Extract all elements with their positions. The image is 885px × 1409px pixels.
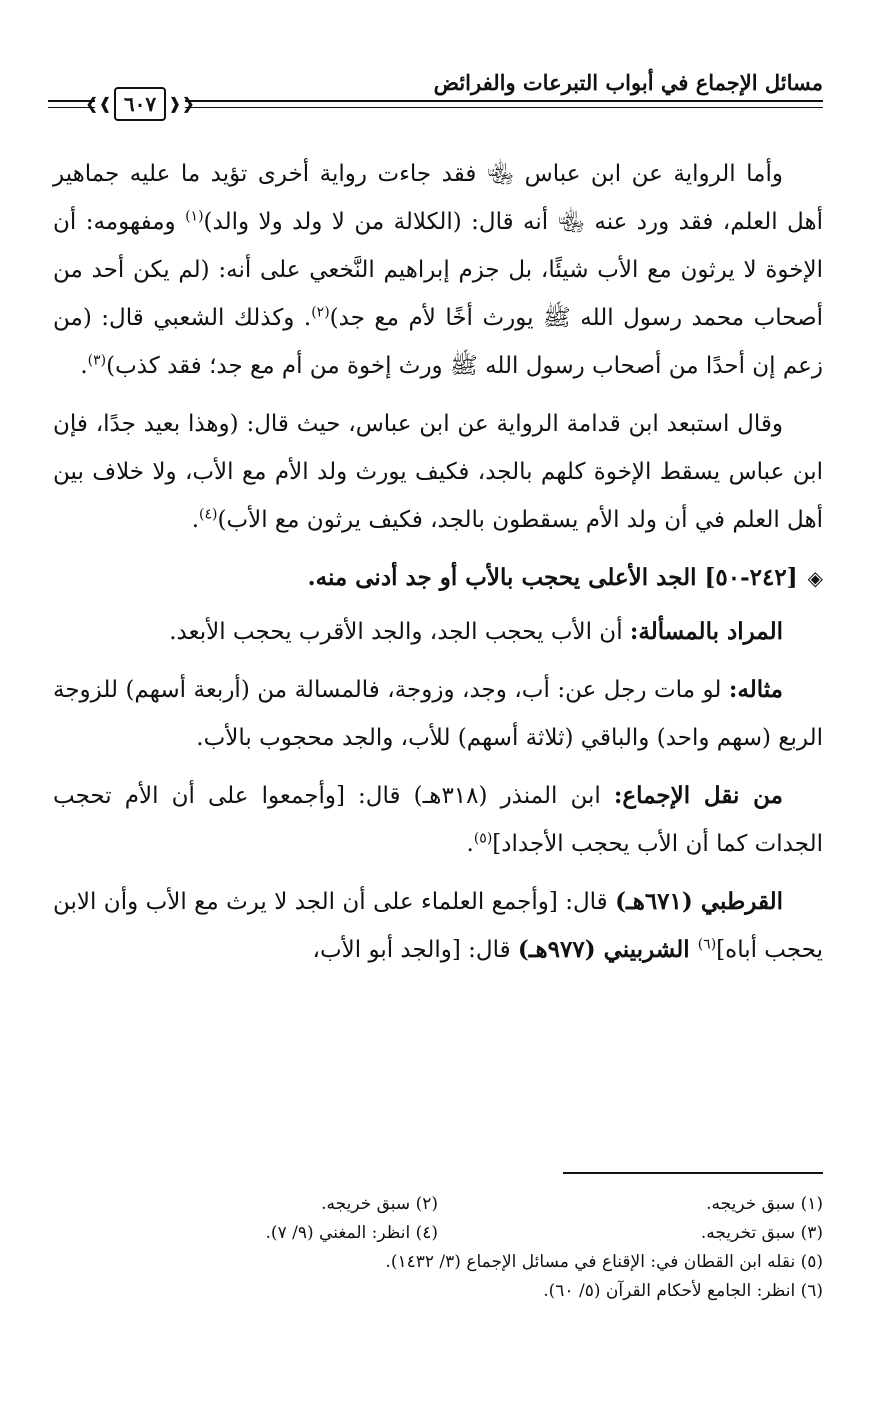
issue-heading-text: [٢٤٢-٥٠] الجد الأعلى يحجب بالأب أو جد أدنى منه. xyxy=(307,564,798,591)
footnote-4: (٤) انظر: المغني (٩/ ٧). xyxy=(265,1223,438,1243)
footnote-3: (٣) سبق تخريجه. xyxy=(700,1223,823,1243)
footnotes xyxy=(53,1190,823,1306)
body-text xyxy=(53,150,823,984)
footnote-ref-5[interactable]: (٥) xyxy=(473,830,493,847)
paragraph-example: مثاله: لو مات رجل عن: أب، وجد، وزوجة، فالمسالة من (أربعة أسهم) للزوجة الربع (سهم واحد) والباقي (ثلاثة أسهم) للأب، والجد محجوب بالأب. xyxy=(53,676,823,751)
footnote-separator xyxy=(563,1172,823,1174)
label-qurtubi: القرطبي (٦٧١هـ) xyxy=(615,888,783,915)
paragraph-ibn-abbas-narration: وأما الرواية عن ابن عباس ﵄ فقد جاءت رواية أخرى تؤيد ما عليه جماهير أهل العلم، فقد ورد عنه ﵄ أنه قال: (الكلالة من لا ولد ولا والد)$^{(١)}$ ومفهومه: أن الإخوة لا يرثون مع الأب شيئًا، بل جزم إبراهيم النَّخعي على أنه: (لم يكن أحد من أصحاب محمد رسول الله ﷺ يورث أخًا لأم مع جد)$^{(٢)}$. وكذلك الشعبي قال: (من زعم إن أحدًا من أصحاب رسول الله ﷺ ورث إخوة من أم مع جد؛ فقد كذب)$^{(٣)}$. xyxy=(53,161,824,379)
footnote-6: (٦) انظر: الجامع لأحكام القرآن (٥/ ٦٠). xyxy=(543,1281,823,1301)
label-example: مثاله: xyxy=(728,676,783,703)
ornament-right-icon: ❱❯ xyxy=(168,94,195,113)
paragraph-qurtubi-shirbini: القرطبي (٦٧١هـ) قال: [وأجمع العلماء على أن الجد لا يرث مع الأب وأن الابن يحجب أباه]$^{(٦)}$ الشربيني (٩٧٧هـ) قال: [والجد أبو الأب، xyxy=(53,888,823,963)
footnote-ref-1[interactable]: (١) xyxy=(185,208,204,225)
footnote-row xyxy=(53,1190,823,1219)
footnote-ref-2[interactable]: (٢) xyxy=(311,304,330,321)
page-number-ornament xyxy=(85,84,195,124)
paragraph-ibn-qudama: وقال استبعد ابن قدامة الرواية عن ابن عباس، حيث قال: (وهذا بعيد جدًا، فإن ابن عباس يسقط الإخوة كلهم بالجد، فكيف يورث ولد الأم مع الأب، ولا خلاف بين أهل العلم في أن ولد الأم يسقطون بالجد، فكيف يرثون مع الأب)$^{(٤)}$. xyxy=(53,411,823,533)
issue-heading xyxy=(53,554,823,602)
diamond-icon: ◈ xyxy=(807,566,823,590)
footnote-2: (٢) سبق خريجه. xyxy=(321,1194,438,1214)
label-consensus: من نقل الإجماع: xyxy=(613,782,783,809)
paragraph-meaning: المراد بالمسألة: أن الأب يحجب الجد، والجد الأقرب يحجب الأبعد. xyxy=(169,618,783,645)
paragraph-consensus-ibn-mundhir: من نقل الإجماع: ابن المنذر (٣١٨هـ) قال: [وأجمعوا على أن الأم تحجب الجدات كما أن الأب يحجب الأجداد]$^{(٥)}$. xyxy=(53,782,823,857)
footnote-ref-6[interactable]: (٦) xyxy=(697,936,717,953)
running-title: مسائل الإجماع في أبواب التبرعات والفرائض xyxy=(433,70,823,95)
footnote-ref-4[interactable]: (٤) xyxy=(199,506,218,523)
footnote-5: (٥) نقله ابن القطان في: الإقناع في مسائل الإجماع (٣/ ١٤٣٢). xyxy=(385,1252,823,1272)
label-shirbini: الشربيني (٩٧٧هـ) xyxy=(517,936,698,963)
footnote-row xyxy=(53,1219,823,1248)
ornament-left-icon: ❮❰ xyxy=(85,94,112,113)
footnote-ref-3[interactable]: (٣) xyxy=(87,352,107,369)
page-number: ٦٠٧ xyxy=(114,87,166,121)
label-meaning: المراد بالمسألة: xyxy=(629,618,783,645)
footnote-1: (١) سبق خريجه. xyxy=(706,1194,823,1214)
